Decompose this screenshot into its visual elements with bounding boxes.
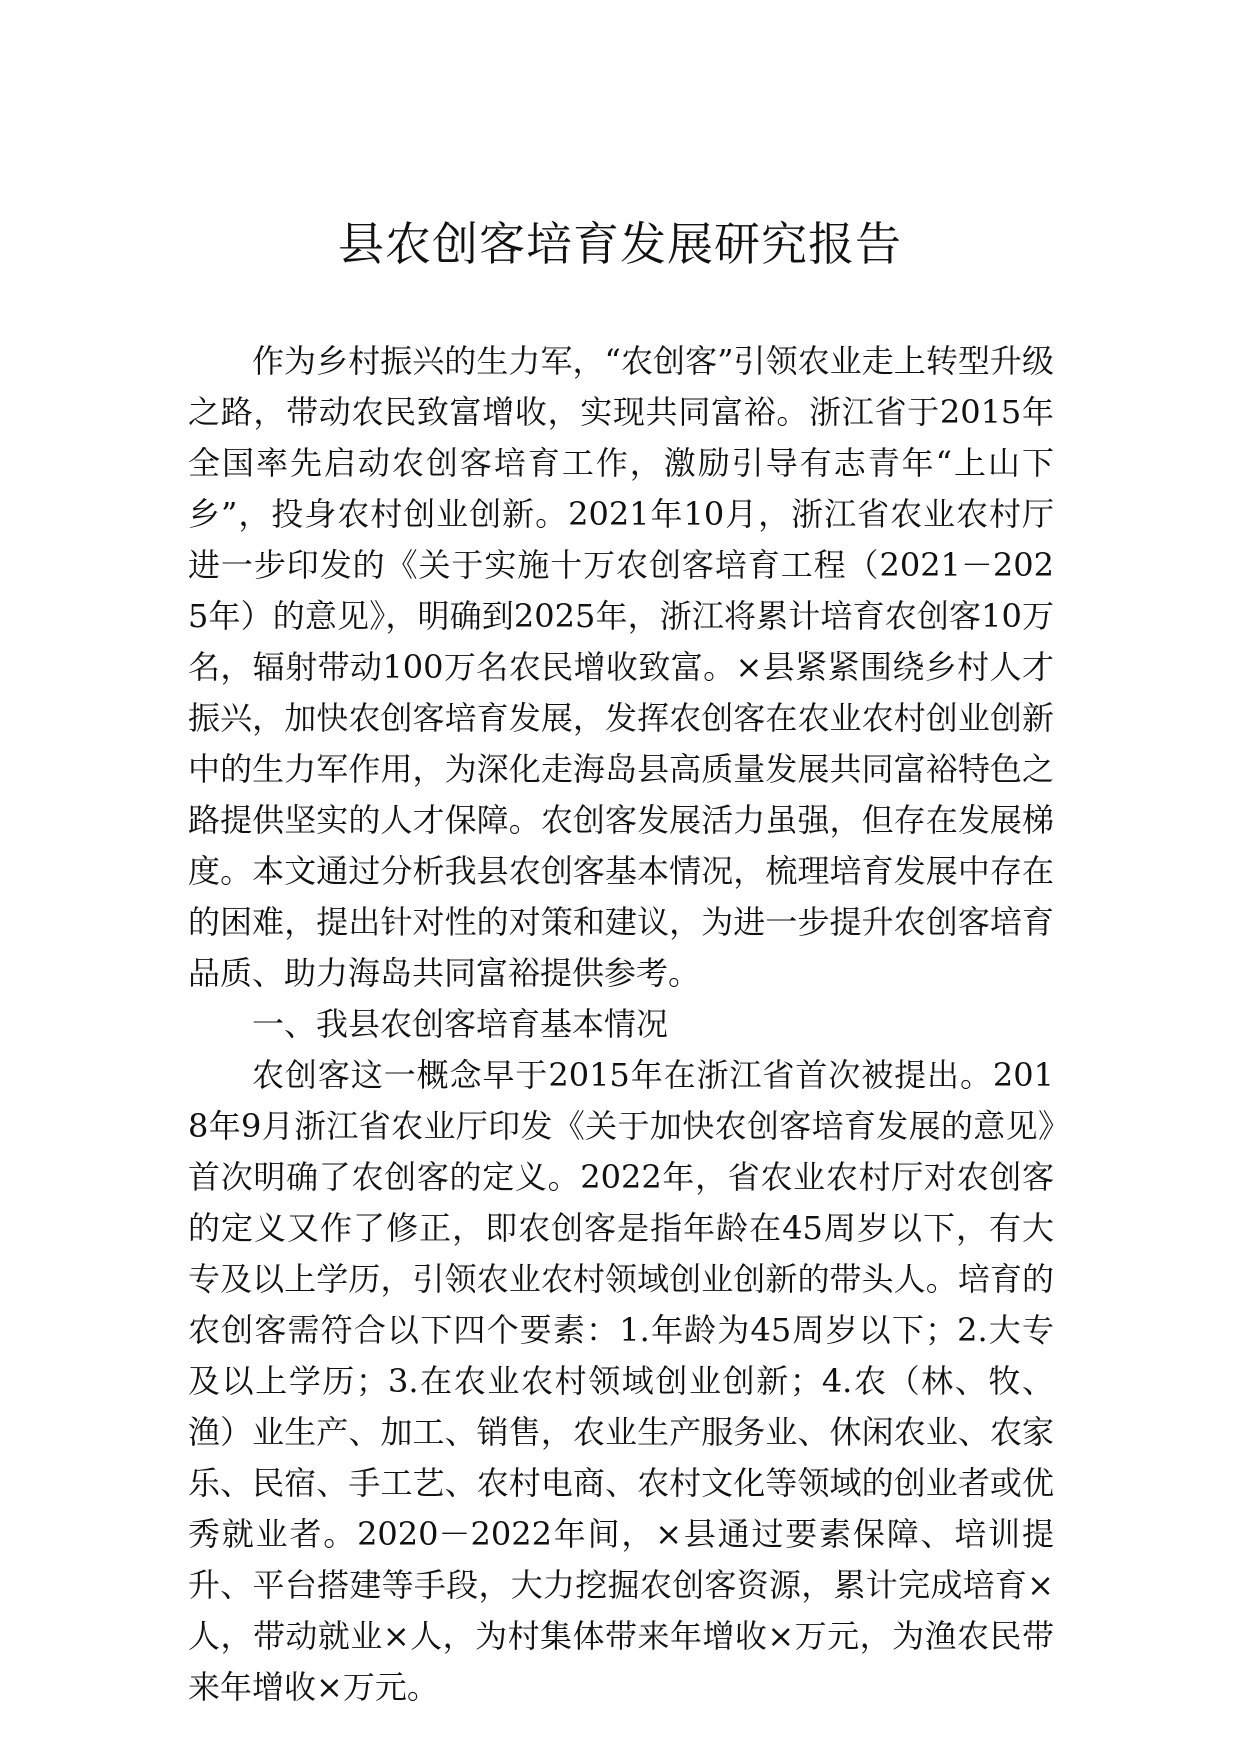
section-paragraph: 农创客这一概念早于2015年在浙江省首次被提出。2018年9月浙江省农业厅印发《关于加快农创客培育发展的意见》首次明确了农创客的定义。2022年，省农业农村厅对农创客的定义又作了修正，即农创客是指年龄在45周岁以下，有大专及以上学历，引领农业农村领域创业创新的带头人。培育的农创客需符合以下四个要素：1.年龄为45周岁以下；2.大专及以上学历；3.在农业农村领域创业创新；4.农（林、牧、渔）业生产、加工、销售，农业生产服务业、休闲农业、农家乐、民宿、手工艺、农村电商、农村文化等领域的创业者或优秀就业者。2020－2022年间，×县通过要素保障、培训提升、平台搭建等手段，大力挖掘农创客资源，累计完成培育×人，带动就业×人，为村集体带来年增收×万元，为渔农民带来年增收×万元。 [188, 1056, 1054, 1706]
section-heading: 一、我县农创客培育基本情况 [252, 1005, 669, 1043]
document-title: 县农创客培育发展研究报告 [338, 217, 902, 271]
document-body [188, 336, 1054, 1713]
intro-paragraph: 作为乡村振兴的生力军，“农创客”引领农业走上转型升级之路，带动农民致富增收，实现共同富裕。浙江省于2015年全国率先启动农创客培育工作，激励引导有志青年“上山下乡”，投身农村创业创新。2021年10月，浙江省农业农村厅进一步印发的《关于实施十万农创客培育工程（2021－2025年）的意见》，明确到2025年，浙江将累计培育农创客10万名，辐射带动100万名农民增收致富。×县紧紧围绕乡村人才振兴，加快农创客培育发展，发挥农创客在农业农村创业创新中的生力军作用，为深化走海岛县高质量发展共同富裕特色之路提供坚实的人才保障。农创客发展活力虽强，但存在发展梯度。本文通过分析我县农创客基本情况，梳理培育发展中存在的困难，提出针对性的对策和建议，为进一步提升农创客培育品质、助力海岛共同富裕提供参考。 [188, 342, 1054, 992]
